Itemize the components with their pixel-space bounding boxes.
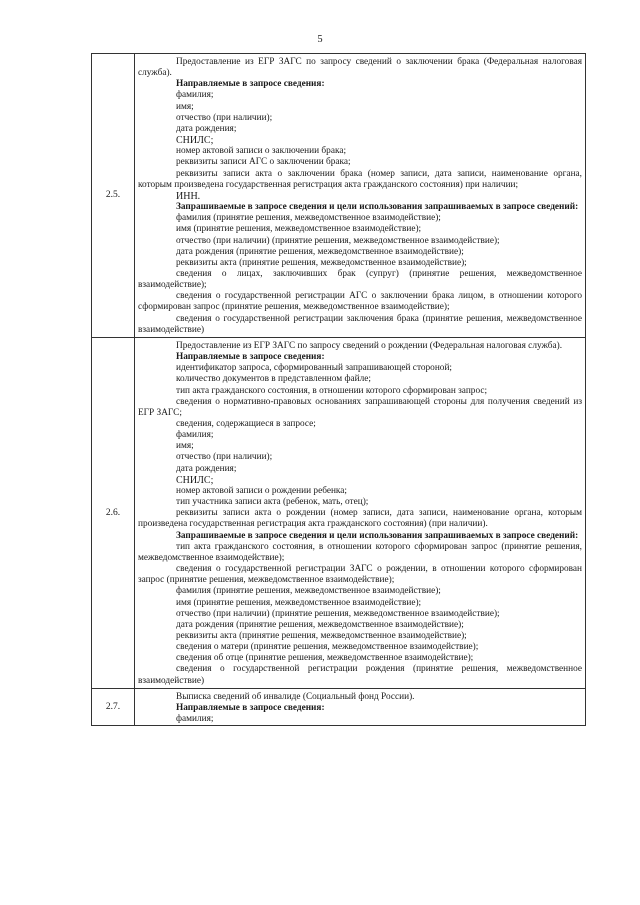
content-line: СНИЛС; <box>176 474 214 486</box>
table-body <box>92 54 586 726</box>
content-line: реквизиты акта (принятие решения, межведомственное взаимодействие); <box>176 630 467 641</box>
content-line: Предоставление из ЕГР ЗАГС по запросу сведений о заключении брака (Федеральная налоговая служба). <box>138 57 582 79</box>
content-line: тип участника записи акта (ребенок, мать, отец); <box>176 497 369 508</box>
section-heading: Запрашиваемые в запросе сведения и цели использования запрашиваемых в запросе сведений: <box>176 530 579 541</box>
content-line: имя (принятие решения, межведомственное взаимодействие); <box>176 224 422 235</box>
content-line: сведения о государственной регистрации АГС о заключении брака лицом, в отношении которого сформирован запрос (принятие решения, межведомственное взаимодействие); <box>138 291 582 313</box>
content-line: отчество (при наличии) (принятие решения, межведомственное взаимодействие); <box>176 608 500 619</box>
content-line: дата рождения; <box>176 123 237 134</box>
row-number: 2.5. <box>92 54 135 338</box>
content-line: сведения, содержащиеся в запросе; <box>176 419 316 429</box>
row-content <box>135 688 586 725</box>
content-line: сведения о государственной регистрации заключения брака (принятие решения, межведомственное взаимодействие) <box>138 313 582 335</box>
content-line: имя (принятие решения, межведомственное взаимодействие); <box>176 597 422 608</box>
content-line: сведения о государственной регистрации рождения (принятие решения, межведомственное взаимодействие) <box>138 664 582 686</box>
row-number: 2.7. <box>92 688 135 725</box>
content-line: сведения о лицах, заключивших брак (супруг) (принятие решения, межведомственное взаимодействие); <box>138 268 582 291</box>
content-line: идентификатор запроса, сформированный запрашивающей стороной; <box>176 363 453 374</box>
content-line: фамилия; <box>176 430 214 441</box>
content-line: реквизиты акта (принятие решения, межведомственное взаимодействие); <box>176 257 467 268</box>
content-line: имя; <box>176 441 194 452</box>
content-line: СНИЛС; <box>176 135 214 147</box>
content-line: фамилия; <box>176 90 214 101</box>
content-line: номер актовой записи о заключении брака; <box>176 146 347 157</box>
content-line: тип акта гражданского состояния, в отношении которого сформирован запрос; <box>176 385 488 396</box>
content-line: фамилия (принятие решения, межведомственное взаимодействие); <box>176 213 441 224</box>
row-content <box>135 54 586 338</box>
content-line: дата рождения (принятие решения, межведомственное взаимодействие); <box>176 619 464 630</box>
content-line: реквизиты записи акта о рождении (номер записи, дата записи, наименование органа, которым произведена государственная регистрация акта гражданского состояния) (при наличии). <box>138 508 582 530</box>
row-content <box>135 337 586 688</box>
content-line: сведения о нормативно-правовых основаниях запрашивающей стороны для получения сведений из ЕГР ЗАГС; <box>138 396 582 418</box>
content-line: номер актовой записи о рождении ребенка; <box>176 485 348 496</box>
content-line: отчество (при наличии); <box>176 112 273 123</box>
services-table <box>91 53 586 726</box>
content-line: фамилия; <box>176 714 214 725</box>
content-line: Предоставление из ЕГР ЗАГС по запросу сведений о рождении (Федеральная налоговая служба). <box>176 340 563 351</box>
section-heading: Направляемые в запросе сведения: <box>176 352 325 363</box>
content-line: количество документов в представленном файле; <box>176 374 371 385</box>
content-line: сведения о государственной регистрации ЗАГС о рождении, в отношении которого сформирован запрос (принятие решения, межведомственное взаимодействие); <box>138 564 582 586</box>
content-line: фамилия (принятие решения, межведомственное взаимодействие); <box>176 586 441 597</box>
content-line: имя; <box>176 101 194 112</box>
content-line: дата рождения (принятие решения, межведомственное взаимодействие); <box>176 246 464 257</box>
section-heading: Направляемые в запросе сведения: <box>176 702 325 713</box>
table-row <box>92 337 586 688</box>
section-heading: Запрашиваемые в запросе сведения и цели использования запрашиваемых в запросе сведений: <box>176 202 579 213</box>
table-row <box>92 688 586 725</box>
row-number: 2.6. <box>92 337 135 688</box>
content-line: Выписка сведений об инвалиде (Социальный фонд России). <box>176 691 415 702</box>
content-line: ИНН. <box>176 190 201 202</box>
content-line: дата рождения; <box>176 463 237 474</box>
content-line: отчество (при наличии) (принятие решения, межведомственное взаимодействие); <box>176 235 500 246</box>
content-line: сведения о матери (принятие решения, межведомственное взаимодействие); <box>176 642 479 653</box>
table-row <box>92 54 586 338</box>
page-number: 5 <box>317 34 323 45</box>
content-line: отчество (при наличии); <box>176 452 273 463</box>
content-line: реквизиты записи акта о заключении брака (номер записи, дата записи, наименование органа, которым произведена государственная регистрация акта гражданского состояния) при наличии; <box>138 168 582 190</box>
section-heading: Направляемые в запросе сведения: <box>176 79 325 90</box>
content-line: сведения об отце (принятие решения, межведомственное взаимодействие); <box>176 653 474 664</box>
content-line: тип акта гражданского состояния, в отношении которого сформирован запрос (принятие решения, межведомственное взаимодействие); <box>138 541 582 563</box>
content-line: реквизиты записи АГС о заключении брака; <box>176 157 351 168</box>
